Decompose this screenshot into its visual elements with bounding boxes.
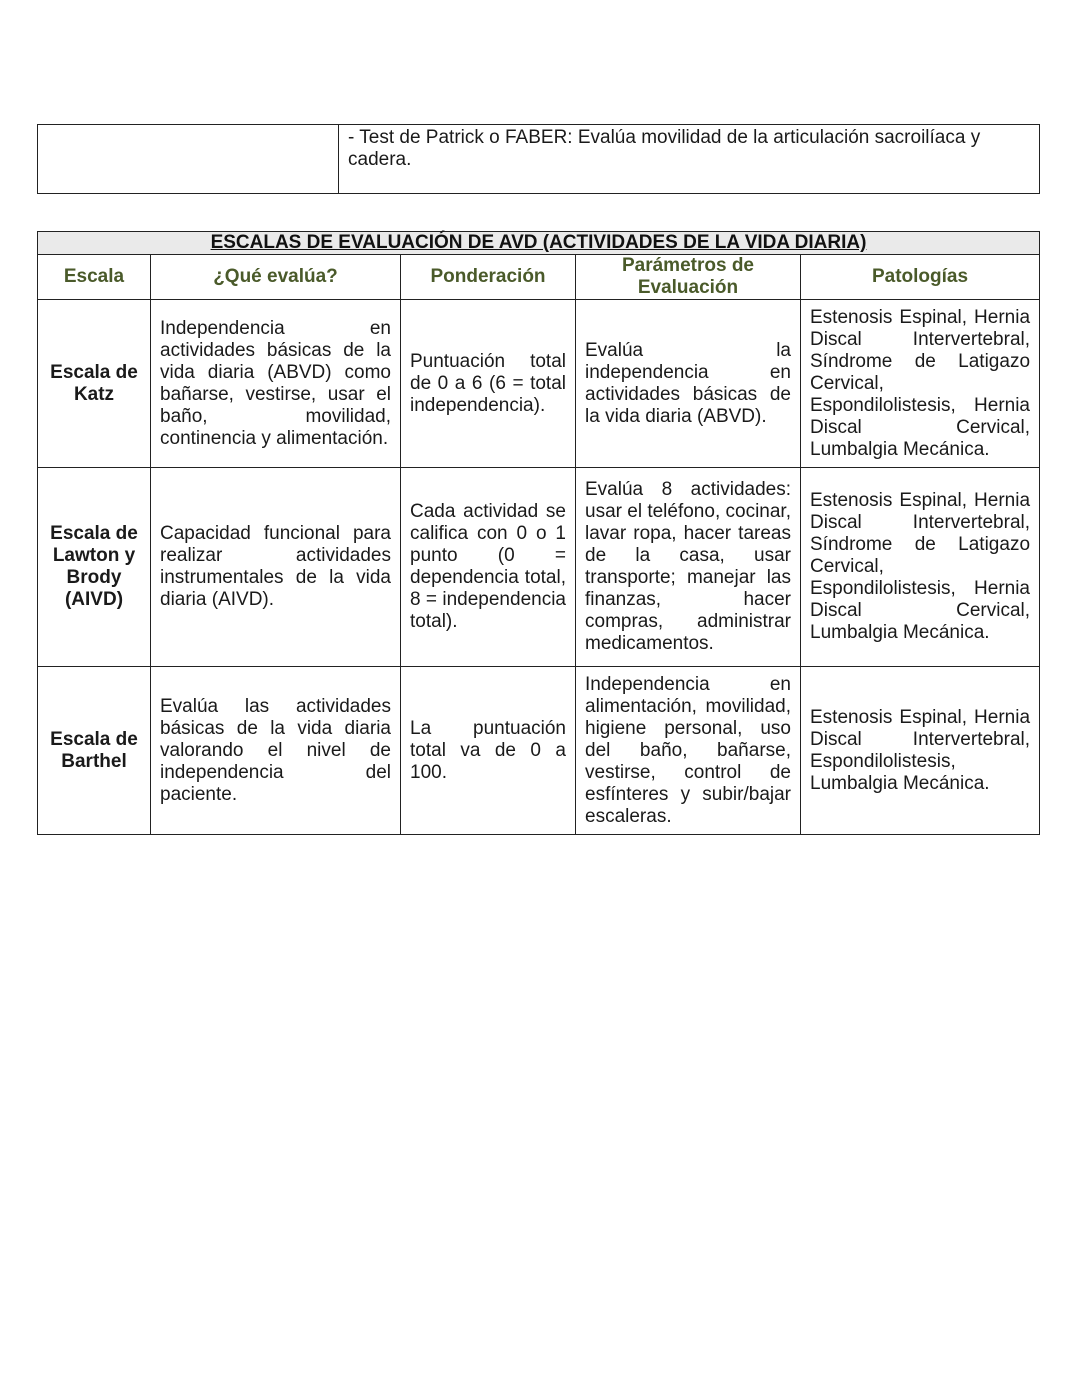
evaluates-cell: Independencia en actividades básicas de la vida diaria (ABVD) como bañarse, vestirse, usar el baño, movilidad, continencia y alimentación. [151, 300, 401, 468]
table-cell-empty [38, 125, 339, 194]
pathologies-cell: Estenosis Espinal, Hernia Discal Intervertebral, Espondilolistesis, Lumbalgia Mecánica. [801, 667, 1040, 835]
weighting-cell: La puntuación total va de 0 a 100. [401, 667, 576, 835]
previous-table-continuation [37, 124, 1040, 194]
evaluates-cell: Capacidad funcional para realizar actividades instrumentales de la vida diaria (AIVD). [151, 468, 401, 667]
table-title [38, 232, 1040, 255]
weighting-cell: Puntuación total de 0 a 6 (6 = total independencia). [401, 300, 576, 468]
parameters-cell: Evalúa 8 actividades: usar el teléfono, cocinar, lavar ropa, hacer tareas de la casa, usar transporte; manejar las finanzas, hacer compras, administrar medicamentos. [576, 468, 801, 667]
table-row [38, 667, 1040, 835]
parameters-cell: Evalúa la independencia en actividades básicas de la vida diaria (ABVD). [576, 300, 801, 468]
table-row [38, 300, 1040, 468]
table-title-row [38, 232, 1040, 255]
header-pathologies: Patologías [801, 255, 1040, 300]
header-scale: Escala [38, 255, 151, 300]
pathologies-cell: Estenosis Espinal, Hernia Discal Intervertebral, Síndrome de Latigazo Cervical, Espondilolistesis, Hernia Discal Cervical, Lumbalgia Mecánica. [801, 468, 1040, 667]
header-parameters: Parámetros de Evaluación [576, 255, 801, 300]
parameters-cell: Independencia en alimentación, movilidad, higiene personal, uso del baño, bañarse, vestirse, control de esfínteres y subir/bajar escaleras. [576, 667, 801, 835]
table-row [38, 468, 1040, 667]
scale-name-katz: Escala de Katz [38, 300, 151, 468]
pathologies-cell: Estenosis Espinal, Hernia Discal Intervertebral, Síndrome de Latigazo Cervical, Espondilolistesis, Hernia Discal Cervical, Lumbalgia Mecánica. [801, 300, 1040, 468]
table-title-text: ESCALAS DE EVALUACIÓN DE AVD (ACTIVIDADES DE LA VIDA DIARIA) [210, 232, 867, 253]
weighting-cell: Cada actividad se califica con 0 o 1 punto (0 = dependencia total, 8 = independencia total). [401, 468, 576, 667]
header-weighting: Ponderación [401, 255, 576, 300]
header-evaluates: ¿Qué evalúa? [151, 255, 401, 300]
faber-test-description: - Test de Patrick o FABER: Evalúa movilidad de la articulación sacroilíaca y cadera. [339, 125, 1040, 194]
avd-scales-table [37, 231, 1040, 835]
scale-name-barthel: Escala de Barthel [38, 667, 151, 835]
evaluates-cell: Evalúa las actividades básicas de la vida diaria valorando el nivel de independencia del paciente. [151, 667, 401, 835]
table-row [38, 125, 1040, 194]
scale-name-lawton-brody: Escala de Lawton y Brody (AIVD) [38, 468, 151, 667]
table-header-row [38, 255, 1040, 300]
